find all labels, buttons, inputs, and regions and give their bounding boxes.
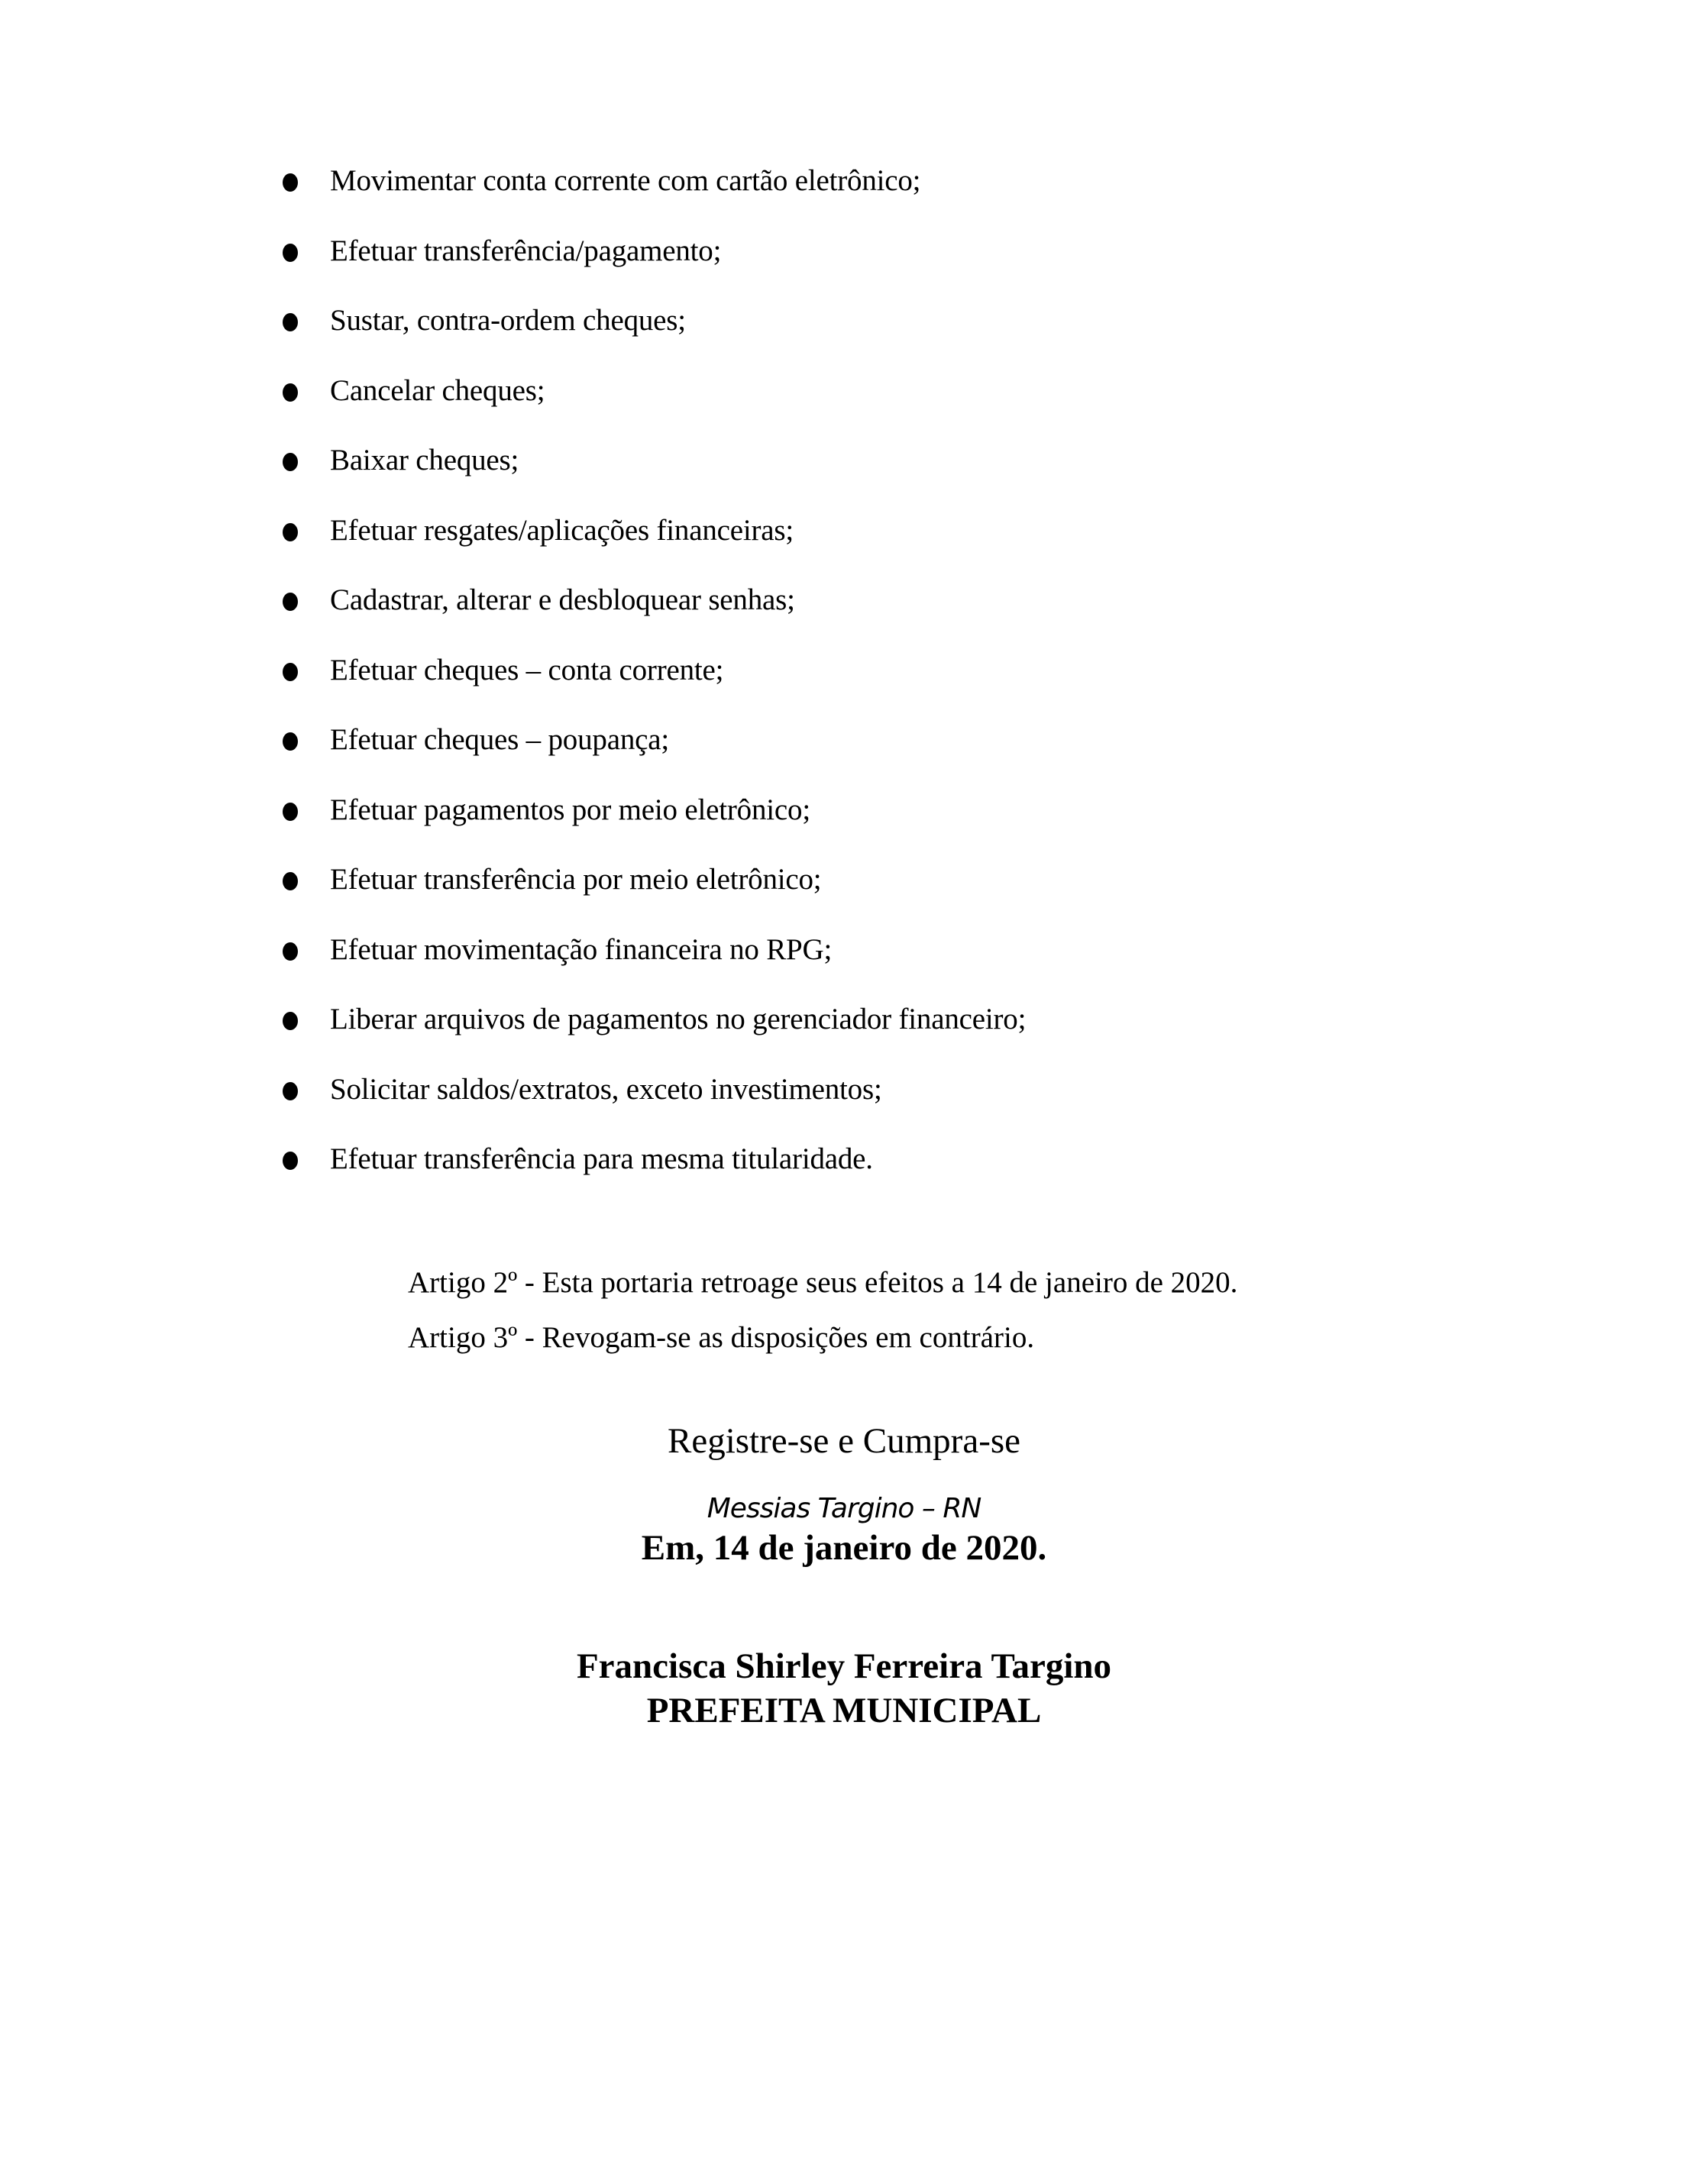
bullet-icon xyxy=(283,663,298,681)
list-item xyxy=(283,1000,1026,1071)
article-2: Artigo 2º - Esta portaria retroage seus efeitos a 14 de janeiro de 2020. xyxy=(408,1266,1238,1299)
list-item-text: Liberar arquivos de pagamentos no gerenciador financeiro; xyxy=(330,1003,1027,1035)
list-item-text: Efetuar transferência por meio eletrônico; xyxy=(330,863,822,896)
signer-name: Francisca Shirley Ferreira Targino xyxy=(576,1646,1112,1686)
list-item xyxy=(283,372,1026,442)
list-item-text: Efetuar transferência para mesma titularidade. xyxy=(330,1142,873,1175)
list-item xyxy=(283,791,1026,861)
list-item xyxy=(283,512,1026,582)
registre-cumpra-heading: Registre-se e Cumpra-se xyxy=(667,1421,1020,1461)
bullet-icon xyxy=(283,313,298,331)
place-line: Messias Targino – RN xyxy=(707,1493,981,1524)
bullet-icon xyxy=(283,383,298,402)
list-item-text: Cadastrar, alterar e desbloquear senhas; xyxy=(330,583,795,616)
bullet-icon xyxy=(283,942,298,961)
list-item-text: Solicitar saldos/extratos, exceto investimentos; xyxy=(330,1072,882,1106)
list-item xyxy=(283,931,1026,1001)
bullet-icon xyxy=(283,593,298,611)
bullet-icon xyxy=(283,732,298,751)
list-item xyxy=(283,302,1026,372)
article-3: Artigo 3º - Revogam-se as disposições em contrário. xyxy=(408,1321,1035,1354)
list-item xyxy=(283,581,1026,651)
bullet-icon xyxy=(283,453,298,471)
list-item-text: Efetuar cheques – conta corrente; xyxy=(330,653,724,687)
list-item xyxy=(283,861,1026,931)
list-item xyxy=(283,721,1026,791)
permissions-list xyxy=(283,162,1026,1210)
bullet-icon xyxy=(283,872,298,890)
list-item xyxy=(283,232,1026,302)
list-item xyxy=(283,651,1026,722)
bullet-icon xyxy=(283,1012,298,1030)
list-item xyxy=(283,1071,1026,1141)
signer-role: PREFEITA MUNICIPAL xyxy=(646,1691,1042,1730)
list-item-text: Efetuar movimentação financeira no RPG; xyxy=(330,932,833,966)
date-line: Em, 14 de janeiro de 2020. xyxy=(641,1528,1047,1568)
bullet-icon xyxy=(283,1152,298,1170)
list-item-text: Cancelar cheques; xyxy=(330,373,545,407)
bullet-icon xyxy=(283,1082,298,1100)
bullet-icon xyxy=(283,244,298,262)
list-item-text: Baixar cheques; xyxy=(330,444,519,477)
list-item xyxy=(283,1140,1026,1210)
bullet-icon xyxy=(283,173,298,192)
list-item-text: Efetuar pagamentos por meio eletrônico; xyxy=(330,793,810,826)
list-item-text: Efetuar transferência/pagamento; xyxy=(330,234,722,267)
list-item-text: Sustar, contra-ordem cheques; xyxy=(330,304,686,337)
list-item xyxy=(283,441,1026,512)
list-item-text: Efetuar resgates/aplicações financeiras; xyxy=(330,513,794,547)
list-item-text: Movimentar conta corrente com cartão eletrônico; xyxy=(330,164,921,197)
bullet-icon xyxy=(283,803,298,821)
list-item-text: Efetuar cheques – poupança; xyxy=(330,723,669,756)
list-item xyxy=(283,162,1026,232)
bullet-icon xyxy=(283,523,298,541)
